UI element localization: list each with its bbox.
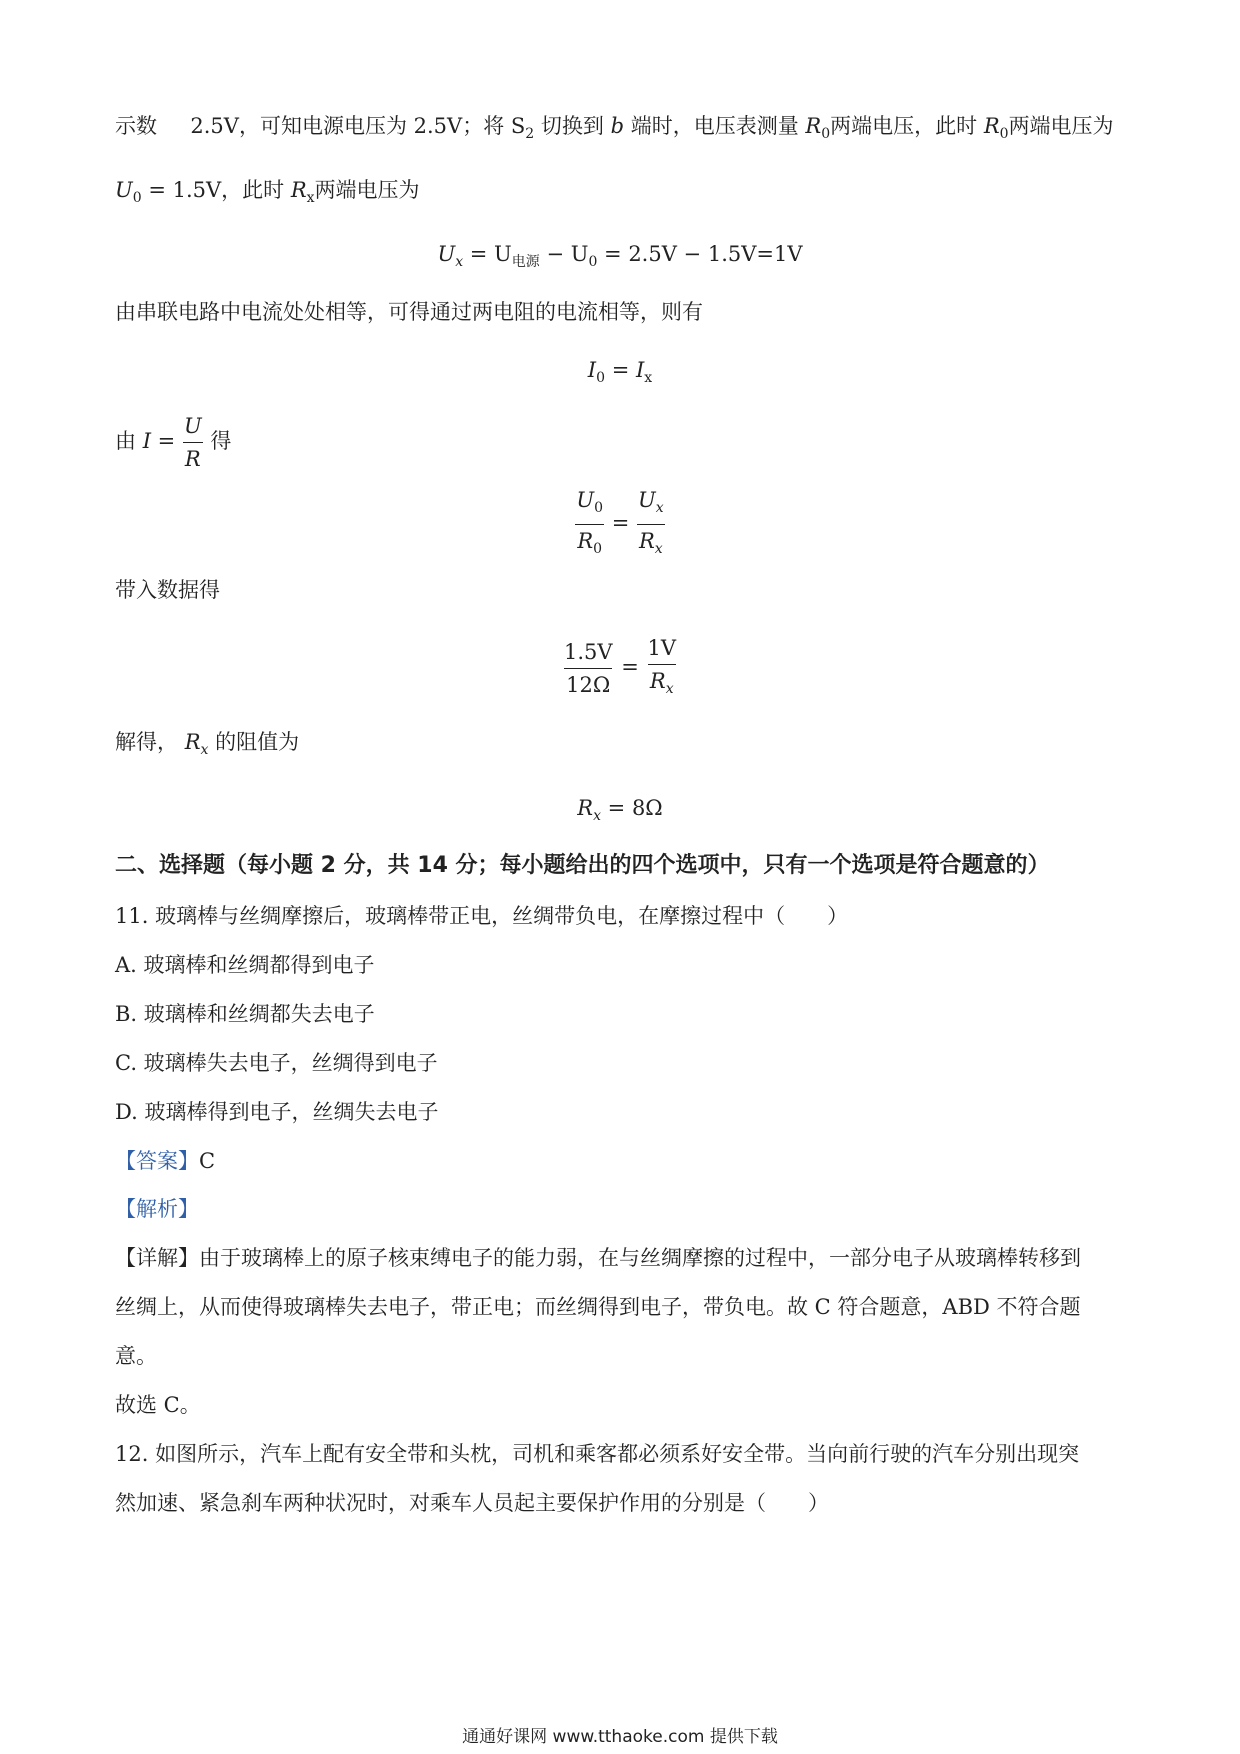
symbol-s2: $S_2$ bbox=[510, 114, 535, 143]
q11-conclusion: 故选 C。 bbox=[115, 1393, 201, 1417]
q11-option-c: C. 玻璃棒失去电子，丝绸得到电子 bbox=[115, 1051, 438, 1075]
q11-stem: 11. 玻璃棒与丝绸摩擦后，玻璃棒带正电，丝绸带负电，在摩擦过程中（ ） bbox=[115, 904, 849, 928]
formula-rx-value: $R_x = 8\Omega$ bbox=[577, 796, 663, 825]
q11-detail-line-1: 【详解】由于玻璃棒上的原子核束缚电子的能力弱，在与丝绸摩擦的过程中，一部分电子从玻璃棒转移到 bbox=[115, 1246, 1081, 1270]
solution-line-1: 示数 2.5V，可知电源电压为 2.5V；将 $S_2$ 切换到 b 端时，电压表测量 $R_0$两端电压，此时 $R_0$两端电压为 bbox=[115, 114, 1114, 143]
q11-analysis-tag: 【解析】 bbox=[115, 1197, 199, 1221]
q11-detail-line-3: 意。 bbox=[115, 1344, 157, 1368]
formula-i0-ix: $I_0 = I_x$ bbox=[587, 358, 653, 387]
formula-substituted: $\frac{1.5V}{12\Omega}$ = $\frac{1V}{R_x}$ bbox=[0, 632, 1240, 705]
q11-option-a: A. 玻璃棒和丝绸都得到电子 bbox=[115, 953, 375, 977]
symbol-u0: $U_0$ bbox=[115, 178, 142, 207]
q12-stem-line-2: 然加速、紧急刹车两种状况时，对乘车人员起主要保护作用的分别是（ ） bbox=[115, 1491, 829, 1515]
ohm-law-line: 由 I = $\frac{U}{R}$ 得 bbox=[115, 406, 231, 476]
formula-ux: $U_x = U_{电源} - U_0 = 2.5V - 1.5V=1V$ bbox=[437, 242, 803, 271]
section-heading: 二、选择题（每小题 2 分，共 14 分；每小题给出的四个选项中，只有一个选项是符合题意的） bbox=[115, 853, 1050, 878]
substitute-text: 带入数据得 bbox=[115, 578, 220, 602]
solution-line-2: $U_0 = 1.5V$，此时 $R_x$两端电压为 bbox=[115, 178, 420, 207]
q11-option-d: D. 玻璃棒得到电子，丝绸失去电子 bbox=[115, 1100, 439, 1124]
formula-ratio: $\frac{U_0}{R_0}$ = $\frac{U_x}{R_x}$ bbox=[0, 484, 1240, 565]
q11-option-b: B. 玻璃棒和丝绸都失去电子 bbox=[115, 1002, 375, 1026]
q11-detail-line-2: 丝绸上，从而使得玻璃棒失去电子，带正电；而丝绸得到电子，带负电。故 C 符合题意，ABD 不符合题 bbox=[115, 1295, 1081, 1319]
series-circuit-text: 由串联电路中电流处处相等，可得通过两电阻的电流相等，则有 bbox=[115, 300, 703, 324]
footer-text: 通通好课网 www.tthaoke.com 提供下载 bbox=[462, 1727, 778, 1747]
solve-text: 解得， $R_x$ 的阻值为 bbox=[115, 730, 300, 759]
q11-answer: 【答案】C bbox=[115, 1149, 216, 1173]
q12-stem-line-1: 12. 如图所示，汽车上配有安全带和头枕，司机和乘客都必须系好安全带。当向前行驶的汽车分别出现突 bbox=[115, 1442, 1080, 1466]
